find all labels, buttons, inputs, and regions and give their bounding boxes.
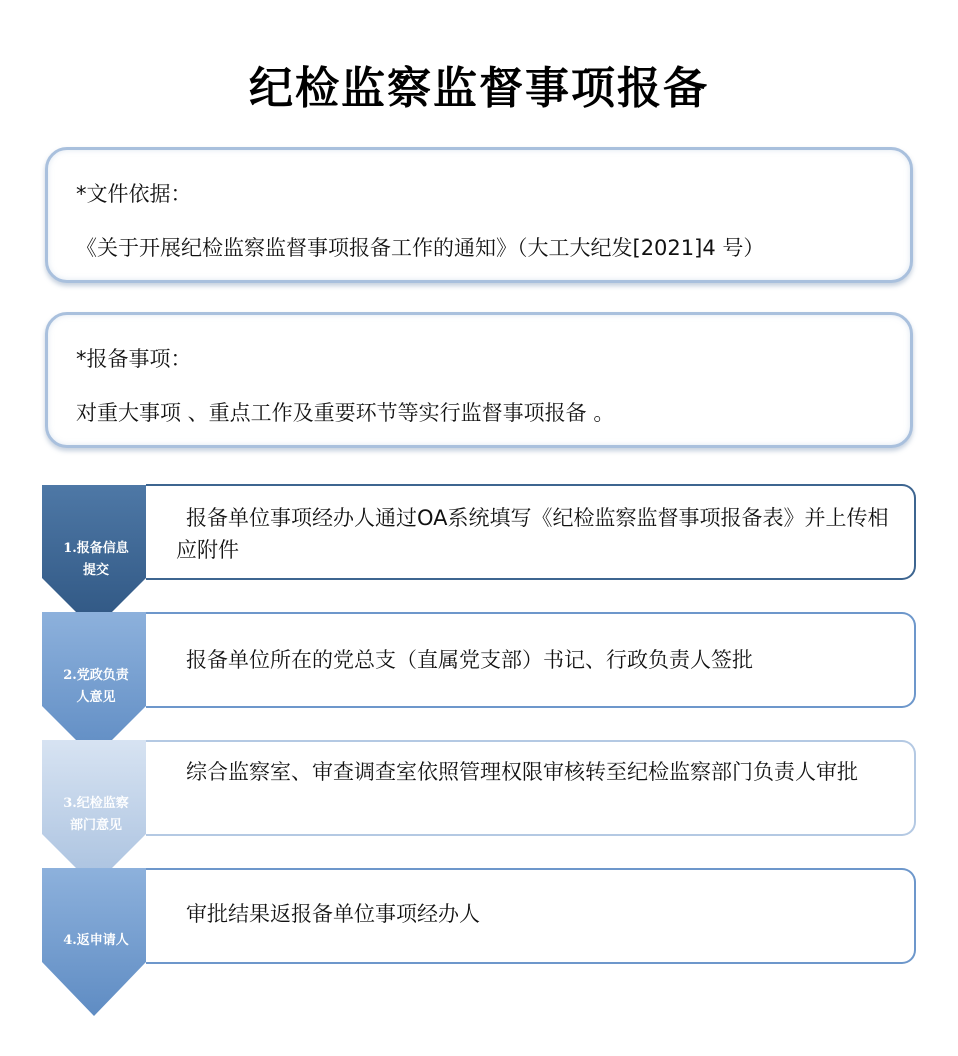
document-basis-label: *文件依据： (76, 182, 192, 206)
step-3-description: 综合监察室、审查调查室依照管理权限审核转至纪检监察部门负责人审批 (186, 760, 858, 784)
step-1-label-line2: 提交 (82, 563, 109, 578)
step-4-label (48, 930, 144, 952)
step-1-text (176, 502, 906, 566)
step-3-text (176, 756, 906, 788)
step-3-label-line2: 部门意见 (69, 818, 122, 833)
step-1-label (48, 538, 144, 582)
step-3-label (48, 793, 144, 837)
step-4-label-line1: 4.返申请人 (63, 933, 129, 948)
step-4-description: 审批结果返报备单位事项经办人 (186, 902, 480, 926)
step-4-text (176, 898, 906, 930)
step-4-box (146, 868, 916, 964)
step-1-label-line1: 1.报备信息 (63, 541, 129, 556)
step-2-text (176, 644, 906, 676)
step-2-label-line2: 人意见 (76, 690, 116, 705)
report-items-content: 对重大事项 、重点工作及重要环节等实行监督事项报备 。 (76, 401, 615, 425)
step-1-box (146, 484, 916, 580)
step-2-description: 报备单位所在的党总支（直属党支部）书记、行政负责人签批 (186, 648, 753, 672)
report-items-label: *报备事项： (76, 347, 192, 371)
step-2-label-line1: 2.党政负责 (63, 668, 129, 683)
step-2-box (146, 612, 916, 708)
step-3-box (146, 740, 916, 836)
step-3-label-line1: 3.纪检监察 (63, 796, 129, 811)
page-title: 纪检监察监督事项报备 (249, 63, 709, 114)
step-1-description: 报备单位事项经办人通过OA系统填写《纪检监察监督事项报备表》并上传相应附件 (176, 506, 889, 562)
document-basis-content: 《关于开展纪检监察监督事项报备工作的通知》（大工大纪发[2021]4 号） (76, 236, 765, 260)
step-2-label (48, 665, 144, 709)
